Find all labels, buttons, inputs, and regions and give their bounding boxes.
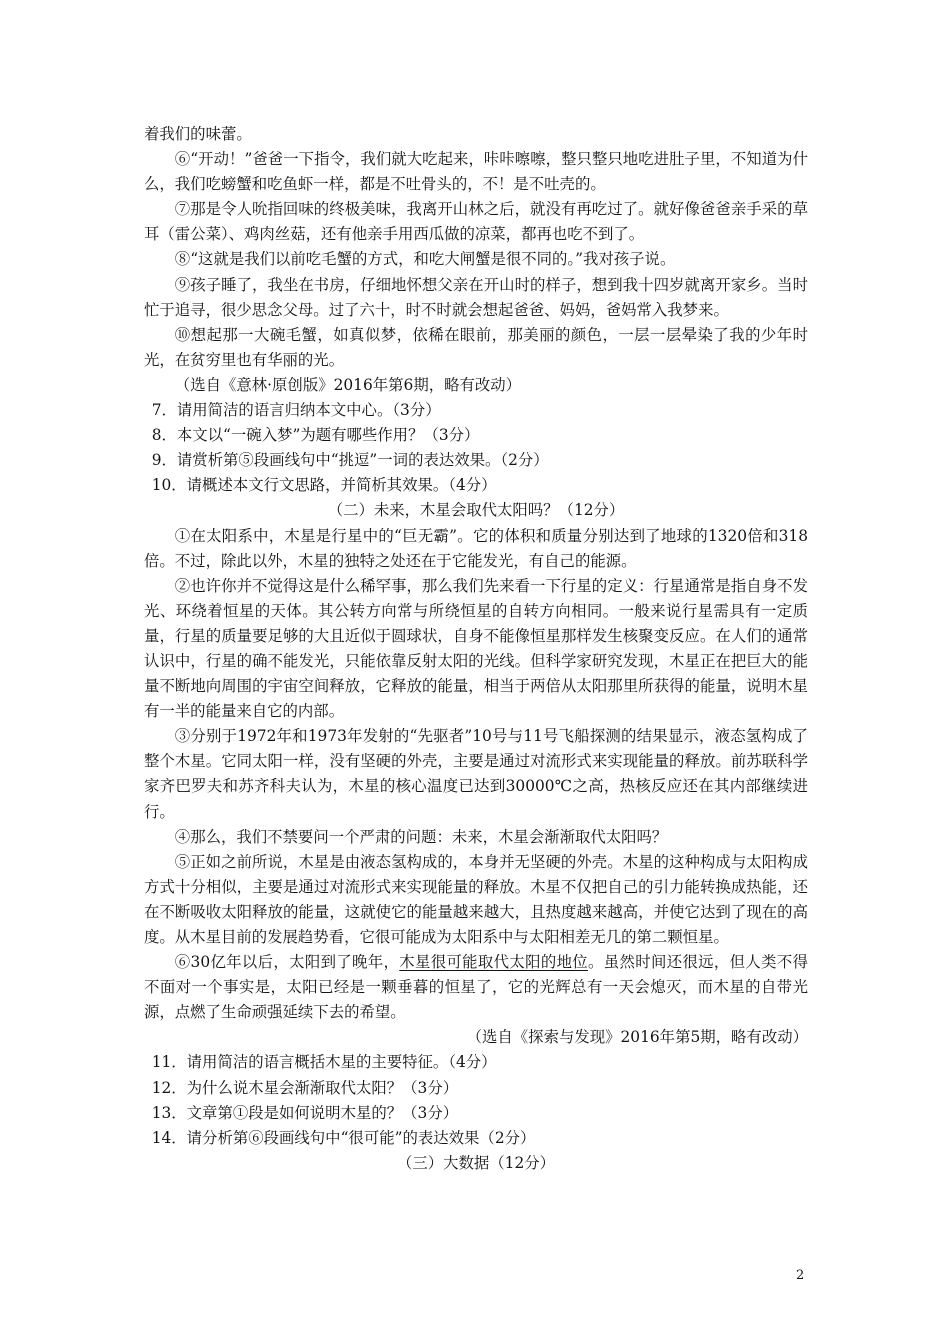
source-citation-2: （选自《探索与发现》2016年第5期，略有改动） — [466, 1028, 808, 1047]
question-8: 8．本文以“一碗入梦”为题有哪些作用？（3分） — [151, 426, 480, 445]
section-2-paragraph-3: ③分别于1972年和1973年发射的“先驱者”10号与11号飞船探测的结果显示，液态氢构成了整个木星。它同太阳一样，没有坚硬的外壳，主要是通过对流形式来实现能量的释放。前苏联科学家齐巴罗夫和苏齐科夫认为，木星的核心温度已达到30000℃之高，热核反应还在其内部继续进行。 — [144, 727, 808, 821]
section-2-title: （二）未来，木星会取代太阳吗？（12分） — [327, 501, 625, 520]
paragraph-6: ⑥“开动！”爸爸一下指令，我们就大吃起来，咔咔嚓嚓，整只整只地吃进肚子里，不知道为什么，我们吃螃蟹和吃鱼虾一样，都是不吐骨头的，不！是不吐壳的。 — [144, 150, 808, 194]
section-2-paragraph-6 — [144, 950, 808, 1025]
section-2-paragraph-2: ②也许你并不觉得这是什么稀罕事，那么我们先来看一下行星的定义：行星通常是指自身不发光、环绕着恒星的天体。其公转方向常与所绕恒星的自转方向相同。一般来说行星需具有一定质量，行星的质量要足够的大且近似于圆球状，自身不能像恒星那样发生核聚变反应。在人们的通常认识中，行星的确不能发光，只能依靠反射太阳的光线。但科学家研究发现，木星正在把巨大的能量不断地向周围的宇宙空间释放，它释放的能量，相当于两倍从太阳那里所获得的能量，说明木星有一半的能量来自它的内部。 — [144, 576, 808, 721]
paragraph-10: ⑩想起那一大碗毛蟹，如真似梦，依稀在眼前，那美丽的颜色，一层一层晕染了我的少年时光，在贫穷里也有华丽的光。 — [144, 325, 808, 369]
page-content — [144, 122, 808, 1176]
question-12: 12．为什么说木星会渐渐取代太阳？（3分） — [151, 1078, 459, 1097]
question-9: 9．请赏析第⑤段画线句中“挑逗”一词的表达效果。（2分） — [151, 451, 549, 470]
section-3-title: （三）大数据（12分） — [396, 1153, 556, 1172]
source-citation-1: （选自《意林·原创版》2016年第6期，略有改动） — [174, 375, 522, 394]
paragraph-6-part-a: ⑥30亿年以后，太阳到了晚年， — [174, 953, 400, 972]
question-13: 13．文章第①段是如何说明木星的？（3分） — [151, 1103, 459, 1122]
section-2-paragraph-5: ⑤正如之前所说，木星是由液态氢构成的，本身并无坚硬的外壳。木星的这种构成与太阳构成方式十分相似，主要是通过对流形式来实现能量的释放。木星不仅把自己的引力能转换成热能，还在不断吸收太阳释放的能量，这就使它的能量越来越大，且热度越来越高，并使它达到了现在的高度。从木星目前的发展趋势看，它很可能成为太阳系中与太阳相差无几的第二颗恒星。 — [144, 852, 808, 946]
question-14: 14．请分析第⑥段画线句中“很可能”的表达效果（2分） — [151, 1128, 536, 1147]
paragraph-9: ⑨孩子睡了，我坐在书房，仔细地怀想父亲在开山时的样子，想到我十四岁就离开家乡。当时忙于追寻，很少思念父母。过了六十，时不时就会想起爸爸、妈妈，爸妈常入我梦来。 — [144, 275, 808, 319]
underlined-sentence: 木星很可能取代太阳的地位 — [399, 953, 589, 972]
paragraph-8: ⑧“这就是我们以前吃毛蟹的方式，和吃大闸蟹是很不同的。”我对孩子说。 — [174, 250, 676, 269]
paragraph-6-part-b: 。虽然时间还很远，但人类不得不面对一个事实是，太阳已经是一颗垂暮的恒星了，它的光辉总有一天会熄灭，而木星的自带光源，点燃了生命顽强延续下去的希望。 — [144, 953, 808, 1022]
question-7: 7．请用简洁的语言归纳本文中心。（3分） — [151, 401, 441, 420]
question-11: 11．请用简洁的语言概括木星的主要特征。（4分） — [151, 1053, 497, 1072]
section-2-paragraph-4: ④那么，我们不禁要问一个严肃的问题：未来，木星会渐渐取代太阳吗？ — [174, 827, 668, 846]
question-10: 10．请概述本文行文思路，并简析其效果。（4分） — [151, 476, 497, 495]
page-number: 2 — [796, 1268, 805, 1283]
section-2-paragraph-1: ①在太阳系中，木星是行星中的“巨无霸”。它的体积和质量分别达到了地球的1320倍和318倍。不过，除此以外，木星的独特之处还在于它能发光，有自己的能源。 — [144, 526, 808, 570]
paragraph-continued: 着我们的味蕾。 — [144, 125, 252, 143]
paragraph-7: ⑦那是令人吮指回味的终极美味，我离开山林之后，就没有再吃过了。就好像爸爸亲手采的草耳（雷公菜）、鸡肉丝菇，还有他亲手用西瓜做的凉菜，都再也吃不到了。 — [144, 200, 808, 244]
